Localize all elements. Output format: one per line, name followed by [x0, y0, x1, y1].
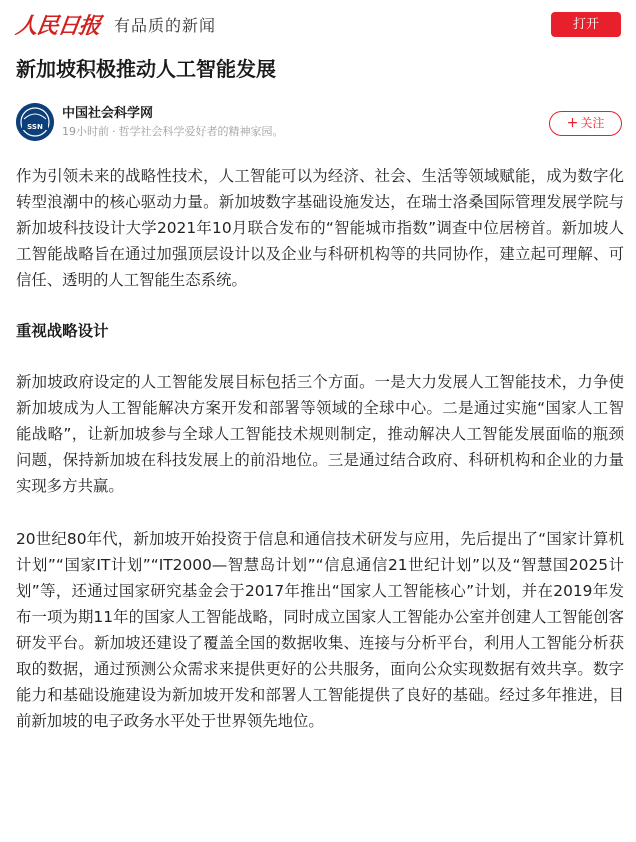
- author-meta: [62, 124, 284, 140]
- article-paragraph: 20世纪80年代，新加坡开始投资于信息和通信技术研发与应用，先后提出了“国家计算机计划”“国家IT计划”“IT2000—智慧岛计划”“信息通信21世纪计划”以及“智慧国2025计划”等，还通过国家研究基金会于2017年推出“国家人工智能核心”计划，并在2019年发布一项为期11年的国家人工智能战略，同时成立国家人工智能办公室并创建人工智能创客研发平台。新加坡还建设了覆盖全国的数据收集、连接与分析平台，利用人工智能分析获取的数据，通过预测公众需求来提供更好的公共服务，面向公众实现数据有效共享。数字能力和基础设施建设为新加坡开发和部署人工智能提供了良好的基础。经过多年推进，目前新加坡的电子政务水平处于世界领先地位。: [16, 530, 624, 730]
- author-description: 哲学社会科学爱好者的精神家园。: [118, 125, 284, 138]
- brand-logo: 人民日报: [13, 12, 102, 39]
- section-heading: 重视战略设计: [16, 322, 109, 340]
- follow-label: 关注: [580, 116, 605, 130]
- top-bar: [0, 0, 636, 48]
- meta-separator: ·: [112, 125, 116, 138]
- follow-button[interactable]: [549, 111, 622, 136]
- article-title: 新加坡积极推动人工智能发展: [16, 57, 276, 81]
- ssn-logo-icon: [16, 103, 54, 141]
- brand-slogan: 有品质的新闻: [114, 15, 217, 35]
- article-paragraph: 作为引领未来的战略性技术，人工智能可以为经济、社会、生活等领域赋能，成为数字化转型浪潮中的核心驱动力量。新加坡数字基础设施发达，在瑞士洛桑国际管理发展学院与新加坡科技设计大学2021年10月联合发布的“智能城市指数”调查中位居榜首。新加坡人工智能战略旨在通过加强顶层设计以及企业与科研机构等的共同协作，建立起可理解、可信任、透明的人工智能生态系统。: [16, 167, 624, 289]
- open-app-button[interactable]: 打开: [551, 12, 621, 37]
- avatar-text: SSN: [27, 123, 43, 131]
- publish-time: 19小时前: [62, 125, 109, 138]
- article-body: [16, 163, 624, 734]
- article-paragraph: 新加坡政府设定的人工智能发展目标包括三个方面。一是大力发展人工智能技术，力争使新加坡成为人工智能解决方案开发和部署等领域的全球中心。二是通过实施“国家人工智能战略”，让新加坡参与全球人工智能技术规则制定，推动解决人工智能发展面临的瓶颈问题，保持新加坡在科技发展上的前沿地位。三是通过结合政府、科研机构和企业的力量实现多方共赢。: [16, 373, 624, 495]
- brand: [13, 10, 217, 39]
- author-name[interactable]: 中国社会科学网: [62, 106, 154, 121]
- author-row: [16, 103, 620, 143]
- avatar[interactable]: [16, 103, 54, 141]
- plus-icon: +: [566, 115, 579, 131]
